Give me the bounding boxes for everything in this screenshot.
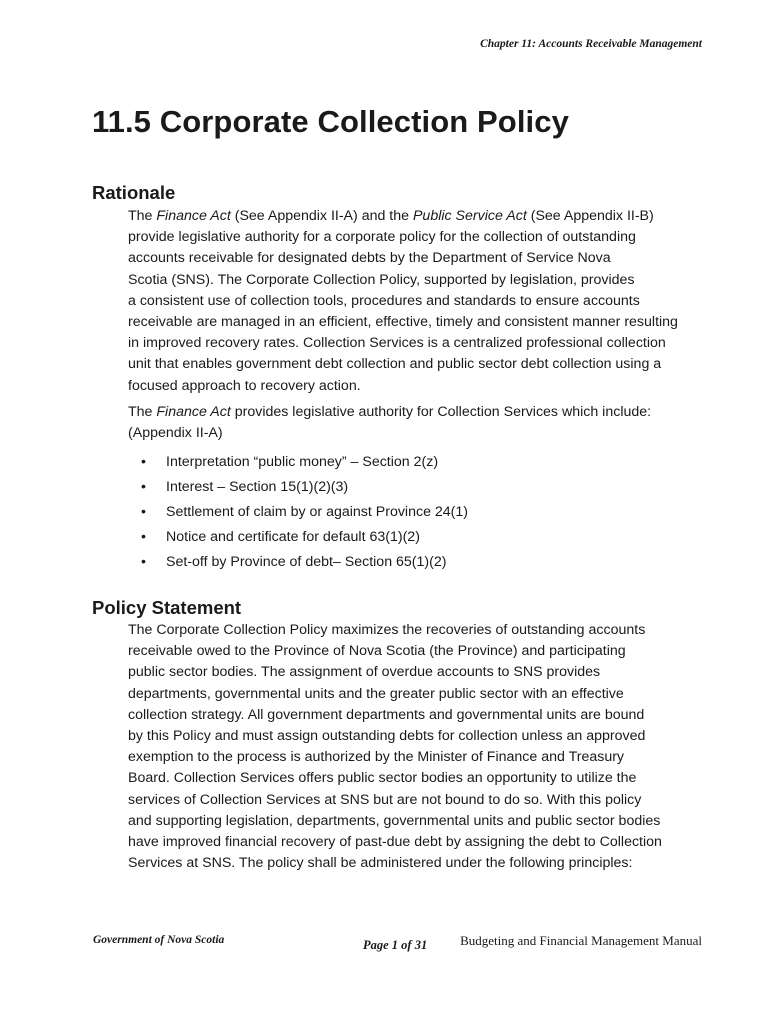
finance-act-italic: Finance Act (156, 208, 231, 224)
bullet-icon: • (141, 554, 146, 571)
paragraph-line: (Appendix II-A) (128, 425, 223, 442)
list-item-text: Interest – Section 15(1)(2)(3) (166, 479, 349, 496)
page-title: 11.5 Corporate Collection Policy (92, 104, 569, 139)
list-item-text: Settlement of claim by or against Province 24(1) (166, 504, 469, 521)
paragraph-line: provide legislative authority for a corporate policy for the collection of outstanding (128, 229, 636, 246)
text-run: provides legislative authority for Collection Services which include: (230, 403, 652, 420)
paragraph-line: exemption to the process is authorized by the Minister of Finance and Treasury (128, 749, 625, 766)
paragraph-line (128, 402, 708, 423)
list-item-text: Notice and certificate for default 63(1)(2) (166, 529, 420, 546)
list-item (128, 550, 708, 575)
running-header: Chapter 11: Accounts Receivable Management (480, 38, 702, 50)
text-run: (See Appendix II-B) (526, 208, 654, 224)
list-item (128, 450, 708, 475)
policy-paragraph (128, 620, 708, 874)
policy-statement-heading: Policy Statement (92, 597, 242, 618)
text-run: The (128, 208, 157, 224)
list-item-text: Set-off by Province of debt– Section 65(1)(2) (166, 554, 447, 571)
paragraph-line: unit that enables government debt collection and public sector debt collection using a (128, 356, 662, 373)
footer-publisher: Government of Nova Scotia (93, 934, 225, 946)
paragraph-line: in improved recovery rates. Collection Services is a centralized professional collection (128, 335, 666, 352)
paragraph-line: a consistent use of collection tools, procedures and standards to ensure accounts (128, 292, 640, 309)
bullet-icon: • (141, 529, 146, 546)
paragraph-line: by this Policy and must assign outstanding debts for collection unless an approved (128, 728, 646, 745)
footer-manual-title: Budgeting and Financial Management Manual (460, 933, 702, 948)
page-number: Page 1 of 31 (363, 938, 428, 952)
paragraph-line: receivable owed to the Province of Nova Scotia (the Province) and participating (128, 643, 626, 660)
finance-act-paragraph (128, 402, 708, 444)
text-run: (See Appendix II-A) and the (230, 208, 413, 224)
rationale-section (128, 206, 708, 575)
paragraph-line: Board. Collection Services offers public sector bodies an opportunity to utilize the (128, 770, 637, 787)
paragraph-line: accounts receivable for designated debts by the Department of Service Nova (128, 250, 611, 267)
paragraph-line: focused approach to recovery action. (128, 377, 361, 394)
paragraph-line: receivable are managed in an efficient, effective, timely and consistent manner resulting (128, 314, 678, 331)
public-service-act-italic: Public Service Act (412, 208, 527, 224)
paragraph-line: departments, governmental units and the greater public sector with an effective (128, 685, 624, 702)
paragraph-line: Scotia (SNS). The Corporate Collection Policy, supported by legislation, provides (128, 271, 635, 288)
paragraph-line: public sector bodies. The assignment of overdue accounts to SNS provides (128, 664, 601, 681)
bullet-list (128, 450, 708, 575)
policy-statement-section (128, 620, 708, 874)
paragraph-line: collection strategy. All government departments and governmental units are bound (128, 706, 645, 723)
text-run: The (128, 403, 157, 420)
paragraph-line: have improved financial recovery of past-due debt by assigning the debt to Collection (128, 834, 662, 851)
bullet-icon: • (141, 504, 146, 521)
list-item-text: Interpretation “public money” – Section 2(z) (166, 454, 439, 471)
rationale-heading: Rationale (92, 182, 176, 203)
paragraph-line: The Corporate Collection Policy maximizes the recoveries of outstanding accounts (128, 622, 646, 638)
bullet-icon: • (141, 479, 146, 496)
rationale-paragraph (128, 206, 708, 397)
bullet-icon: • (141, 454, 146, 471)
paragraph-line: and supporting legislation, departments, governmental units and public sector bodies (128, 812, 661, 829)
list-item (128, 475, 708, 500)
finance-act-italic: Finance Act (156, 403, 231, 420)
paragraph-line (128, 206, 708, 227)
paragraph-line: Services at SNS. The policy shall be administered under the following principles: (128, 855, 633, 872)
list-item (128, 500, 708, 525)
list-item (128, 525, 708, 550)
paragraph-line: services of Collection Services at SNS but are not bound to do so. With this policy (128, 791, 642, 808)
